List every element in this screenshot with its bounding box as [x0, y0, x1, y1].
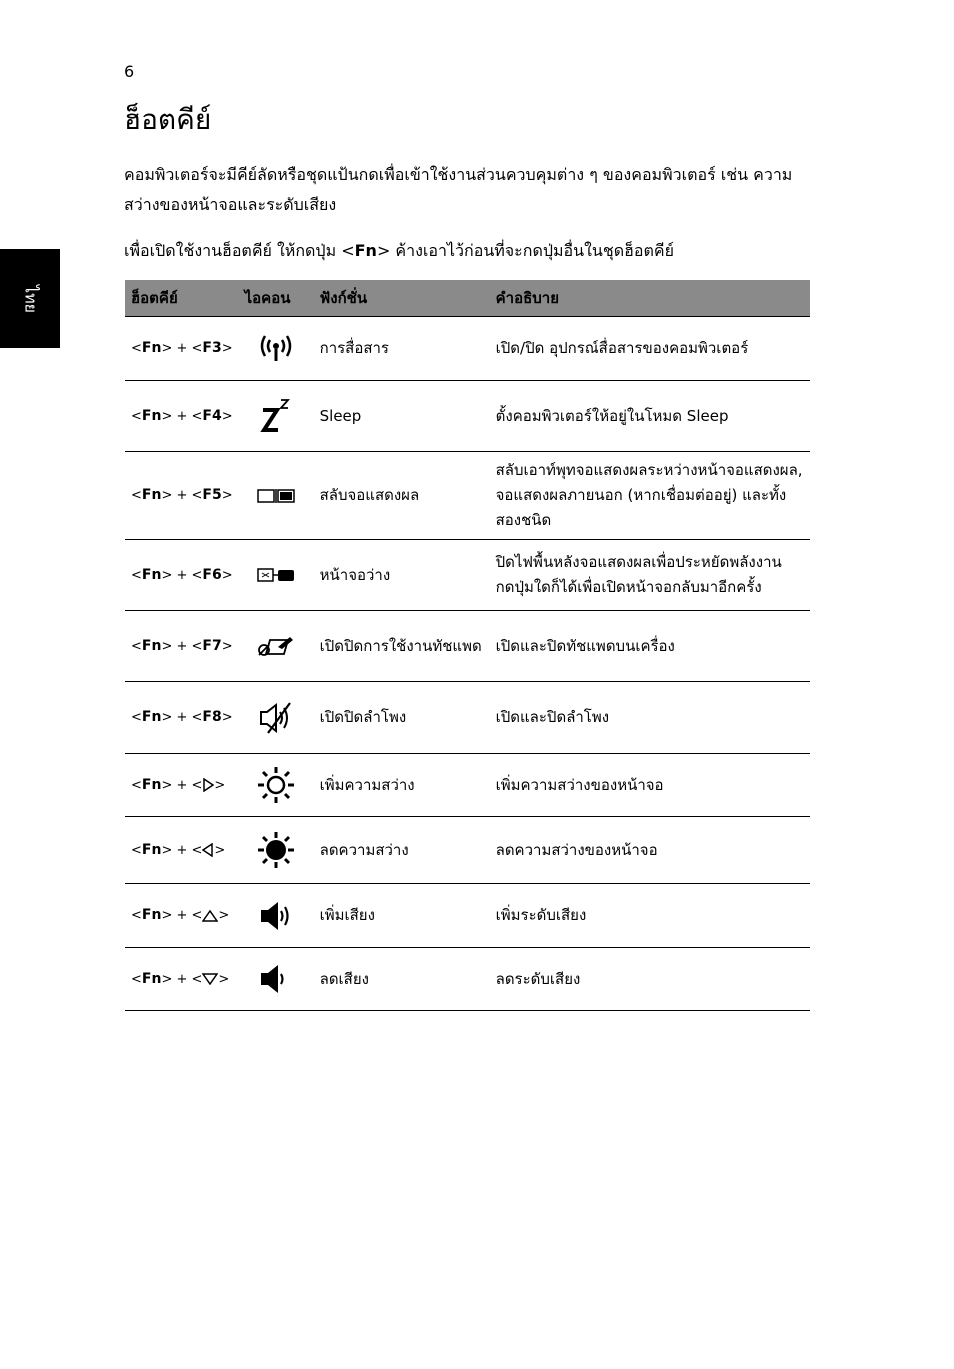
page-number: 6 [124, 62, 135, 81]
volume-up-icon [256, 899, 296, 933]
brightness-up-icon [256, 765, 296, 805]
hotkey-cell: <Fn> + <F4> [125, 381, 239, 452]
up-arrow-icon [202, 910, 218, 922]
description-cell: ลดความสว่างของหน้าจอ [490, 817, 810, 884]
icon-cell [239, 817, 314, 884]
icon-cell [239, 381, 314, 452]
table-row [125, 540, 810, 611]
table-row [125, 754, 810, 817]
function-cell: ลดเสียง [314, 948, 490, 1011]
instruction-after: > ค้างเอาไว้ก่อนที่จะกดปุ่มอื่นในชุดฮ็อตคีย์ [376, 241, 674, 260]
wireless-communication-icon [256, 333, 296, 365]
icon-cell [239, 611, 314, 682]
volume-down-icon [256, 962, 296, 996]
icon-cell [239, 884, 314, 948]
display-off-icon [256, 567, 296, 583]
table-row [125, 452, 810, 540]
intro-paragraph: คอมพิวเตอร์จะมีคีย์ลัดหรือชุดแป้นกดเพื่อเข้าใช้งานส่วนควบคุมต่าง ๆ ของคอมพิวเตอร์ เช่น ความสว่างของหน้าจอและระดับเสียง [124, 165, 793, 214]
function-cell: การสื่อสาร [314, 317, 490, 381]
function-cell: เปิดปิดลำโพง [314, 682, 490, 754]
hotkey-cell: <Fn> + <F5> [125, 452, 239, 540]
icon-cell [239, 452, 314, 540]
description-cell: เพิ่มความสว่างของหน้าจอ [490, 754, 810, 817]
right-arrow-icon [202, 778, 214, 792]
function-cell: เปิดปิดการใช้งานทัชแพด [314, 611, 490, 682]
header-icon: ไอคอน [239, 280, 314, 317]
instruction-key: Fn [354, 241, 377, 260]
left-arrow-icon [202, 843, 214, 857]
table-row [125, 817, 810, 884]
hotkey-cell: <Fn> + <F7> [125, 611, 239, 682]
down-arrow-icon [202, 973, 218, 985]
description-cell: เปิดและปิดทัชแพดบนเครื่อง [490, 611, 810, 682]
hotkey-cell: <Fn> + < > [125, 754, 239, 817]
header-function: ฟังก์ชั่น [314, 280, 490, 317]
function-cell: ลดความสว่าง [314, 817, 490, 884]
table-row [125, 611, 810, 682]
function-cell: หน้าจอว่าง [314, 540, 490, 611]
hotkey-cell: <Fn> + < > [125, 948, 239, 1011]
brightness-down-icon [256, 830, 296, 870]
function-cell: Sleep [314, 381, 490, 452]
instruction-paragraph [124, 236, 814, 266]
description-cell: ตั้งคอมพิวเตอร์ให้อยู่ในโหมด Sleep [490, 381, 810, 452]
hotkey-cell: <Fn> + <F6> [125, 540, 239, 611]
display-toggle-icon [256, 488, 296, 504]
page-title: ฮ็อตคีย์ [124, 103, 212, 136]
icon-cell [239, 317, 314, 381]
header-description: คำอธิบาย [490, 280, 810, 317]
table-row [125, 317, 810, 381]
icon-cell [239, 948, 314, 1011]
description-cell: สลับเอาท์พุทจอแสดงผลระหว่างหน้าจอแสดงผล, จอแสดงผลภายนอก (หากเชื่อมต่ออยู่) และทั้งสองชนิด [490, 452, 810, 540]
icon-cell [239, 754, 314, 817]
table-row [125, 884, 810, 948]
icon-cell [239, 682, 314, 754]
header-hotkey: ฮ็อตคีย์ [125, 280, 239, 317]
function-cell: สลับจอแสดงผล [314, 452, 490, 540]
hotkey-cell: <Fn> + < > [125, 817, 239, 884]
description-cell: เพิ่มระดับเสียง [490, 884, 810, 948]
function-cell: เพิ่มเสียง [314, 884, 490, 948]
speaker-toggle-icon [256, 701, 296, 735]
description-cell: เปิด/ปิด อุปกรณ์สื่อสารของคอมพิวเตอร์ [490, 317, 810, 381]
table-header-row [125, 280, 810, 317]
language-label: ไทย [21, 285, 41, 313]
hotkey-cell: <Fn> + < > [125, 884, 239, 948]
icon-cell [239, 540, 314, 611]
function-cell: เพิ่มความสว่าง [314, 754, 490, 817]
table-row [125, 948, 810, 1011]
instruction-before: เพื่อเปิดใช้งานฮ็อตคีย์ ให้กดปุ่ม < [124, 241, 355, 260]
description-cell: เปิดและปิดลำโพง [490, 682, 810, 754]
sleep-icon [256, 396, 296, 436]
table-row [125, 381, 810, 452]
table-row [125, 682, 810, 754]
touchpad-toggle-icon [256, 634, 296, 658]
description-cell: ปิดไฟพื้นหลังจอแสดงผลเพื่อประหยัดพลังงาน กดปุ่มใดก็ได้เพื่อเปิดหน้าจอกลับมาอีกครั้ง [490, 540, 810, 611]
hotkey-cell: <Fn> + <F8> [125, 682, 239, 754]
description-cell: ลดระดับเสียง [490, 948, 810, 1011]
hotkey-cell: <Fn> + <F3> [125, 317, 239, 381]
hotkey-table [125, 280, 810, 1011]
language-side-tab [0, 249, 60, 348]
